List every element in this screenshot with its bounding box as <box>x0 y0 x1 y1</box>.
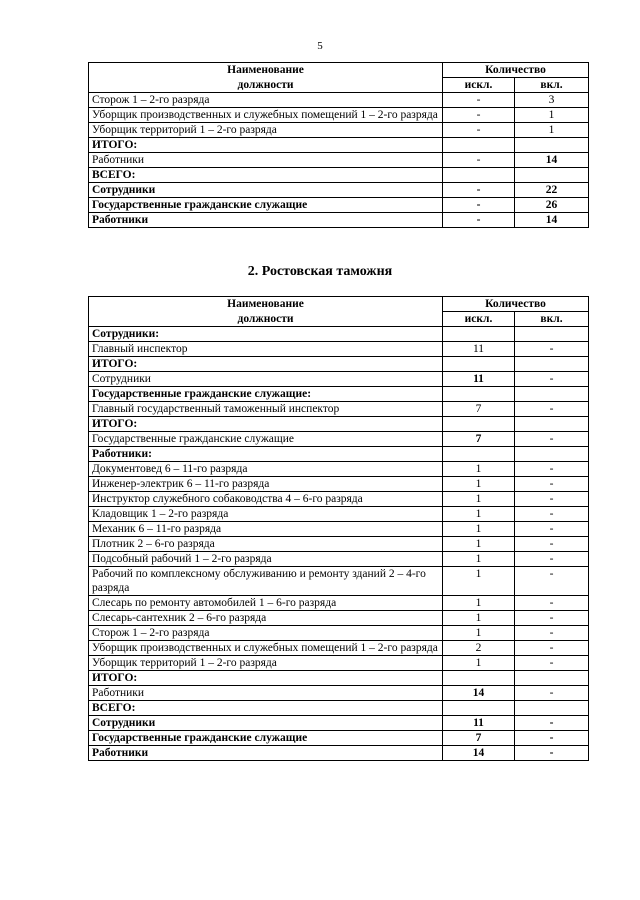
cell-name: Сотрудники <box>89 183 443 198</box>
table-row <box>89 327 589 342</box>
cell-excl: 7 <box>443 731 515 746</box>
table-row <box>89 213 589 228</box>
table-row <box>89 462 589 477</box>
cell-incl <box>515 417 589 432</box>
table-row <box>89 641 589 656</box>
cell-name: Работники <box>89 686 443 701</box>
cell-excl: 7 <box>443 402 515 417</box>
cell-name: Работники <box>89 746 443 761</box>
cell-incl <box>515 357 589 372</box>
cell-name: Подсобный рабочий 1 – 2-го разряда <box>89 552 443 567</box>
cell-name: Инструктор служебного собаководства 4 – 6-го разряда <box>89 492 443 507</box>
cell-name: ИТОГО: <box>89 417 443 432</box>
cell-incl: 3 <box>515 93 589 108</box>
table-row <box>89 522 589 537</box>
table-row <box>89 198 589 213</box>
cell-name: Рабочий по комплексному обслуживанию и ремонту зданий 2 – 4-го разряда <box>89 567 443 596</box>
cell-excl: 1 <box>443 626 515 641</box>
cell-incl: 1 <box>515 108 589 123</box>
cell-incl: - <box>515 492 589 507</box>
cell-excl: 14 <box>443 746 515 761</box>
cell-incl: 14 <box>515 213 589 228</box>
cell-name: Главный государственный таможенный инспектор <box>89 402 443 417</box>
cell-excl: 1 <box>443 656 515 671</box>
cell-excl: 11 <box>443 372 515 387</box>
table-row <box>89 746 589 761</box>
cell-name: Уборщик территорий 1 – 2-го разряда <box>89 656 443 671</box>
table-row <box>89 656 589 671</box>
header-excl: искл. <box>443 312 515 327</box>
cell-excl <box>443 138 515 153</box>
table-row <box>89 402 589 417</box>
cell-excl: 1 <box>443 567 515 596</box>
table-row <box>89 567 589 596</box>
header-excl: искл. <box>443 78 515 93</box>
cell-incl: - <box>515 552 589 567</box>
cell-name: Слесарь-сантехник 2 – 6-го разряда <box>89 611 443 626</box>
table-row <box>89 537 589 552</box>
table-row <box>89 342 589 357</box>
cell-incl: - <box>515 507 589 522</box>
cell-excl: - <box>443 183 515 198</box>
table-row <box>89 387 589 402</box>
cell-name: ВСЕГО: <box>89 701 443 716</box>
table-row <box>89 372 589 387</box>
cell-excl: 1 <box>443 492 515 507</box>
cell-excl: 1 <box>443 596 515 611</box>
cell-excl <box>443 701 515 716</box>
cell-name: Документовед 6 – 11-го разряда <box>89 462 443 477</box>
table-row <box>89 716 589 731</box>
cell-incl: - <box>515 432 589 447</box>
cell-name: Сторож 1 – 2-го разряда <box>89 626 443 641</box>
cell-excl: 14 <box>443 686 515 701</box>
cell-excl: 1 <box>443 522 515 537</box>
header-name-2: должности <box>89 78 443 93</box>
cell-name: Сторож 1 – 2-го разряда <box>89 93 443 108</box>
table-row <box>89 477 589 492</box>
table-row <box>89 168 589 183</box>
cell-name: Работники: <box>89 447 443 462</box>
table-row <box>89 357 589 372</box>
cell-excl: 11 <box>443 716 515 731</box>
cell-incl: - <box>515 611 589 626</box>
cell-incl: - <box>515 477 589 492</box>
cell-incl: 22 <box>515 183 589 198</box>
page-number: 5 <box>317 40 323 52</box>
cell-excl: - <box>443 198 515 213</box>
cell-name: Главный инспектор <box>89 342 443 357</box>
cell-name: Сотрудники <box>89 716 443 731</box>
table-row <box>89 123 589 138</box>
cell-incl <box>515 387 589 402</box>
table-row <box>89 153 589 168</box>
cell-name: ИТОГО: <box>89 357 443 372</box>
cell-excl: 1 <box>443 611 515 626</box>
header-name: Наименование <box>89 63 443 78</box>
cell-name: Механик 6 – 11-го разряда <box>89 522 443 537</box>
section-title: 2. Ростовская таможня <box>247 264 393 279</box>
table-row <box>89 596 589 611</box>
cell-name: Уборщик производственных и служебных помещений 1 – 2-го разряда <box>89 108 443 123</box>
table-row <box>89 611 589 626</box>
cell-name: Государственные гражданские служащие: <box>89 387 443 402</box>
cell-name: ИТОГО: <box>89 138 443 153</box>
cell-excl: - <box>443 123 515 138</box>
cell-excl: - <box>443 153 515 168</box>
table-row <box>89 108 589 123</box>
cell-excl <box>443 387 515 402</box>
cell-incl: - <box>515 567 589 596</box>
cell-excl <box>443 168 515 183</box>
cell-excl <box>443 417 515 432</box>
cell-incl: - <box>515 342 589 357</box>
cell-name: Государственные гражданские служащие <box>89 432 443 447</box>
cell-excl: 1 <box>443 552 515 567</box>
table-2-body <box>89 327 589 761</box>
header-name-2: должности <box>89 312 443 327</box>
cell-name: ВСЕГО: <box>89 168 443 183</box>
cell-incl: 14 <box>515 153 589 168</box>
cell-incl <box>515 168 589 183</box>
cell-name: Слесарь по ремонту автомобилей 1 – 6-го разряда <box>89 596 443 611</box>
cell-excl: 1 <box>443 462 515 477</box>
table-row <box>89 417 589 432</box>
cell-name: Сотрудники: <box>89 327 443 342</box>
header-name: Наименование <box>89 297 443 312</box>
cell-excl: 2 <box>443 641 515 656</box>
table-row <box>89 447 589 462</box>
cell-incl <box>515 138 589 153</box>
cell-incl: - <box>515 716 589 731</box>
header-incl: вкл. <box>515 78 589 93</box>
cell-name: Инженер-электрик 6 – 11-го разряда <box>89 477 443 492</box>
cell-name: Работники <box>89 153 443 168</box>
cell-incl: - <box>515 402 589 417</box>
cell-incl: - <box>515 462 589 477</box>
table-row <box>89 432 589 447</box>
cell-incl: 26 <box>515 198 589 213</box>
cell-incl: - <box>515 372 589 387</box>
cell-excl: 1 <box>443 537 515 552</box>
cell-name: Плотник 2 – 6-го разряда <box>89 537 443 552</box>
cell-incl: - <box>515 686 589 701</box>
cell-name: Кладовщик 1 – 2-го разряда <box>89 507 443 522</box>
cell-incl: - <box>515 522 589 537</box>
cell-incl <box>515 447 589 462</box>
cell-incl: - <box>515 537 589 552</box>
cell-excl <box>443 447 515 462</box>
cell-excl <box>443 671 515 686</box>
table-row <box>89 731 589 746</box>
table-row <box>89 183 589 198</box>
cell-incl: - <box>515 626 589 641</box>
cell-name: Уборщик территорий 1 – 2-го разряда <box>89 123 443 138</box>
cell-incl: - <box>515 596 589 611</box>
cell-excl: 1 <box>443 477 515 492</box>
header-quantity: Количество <box>443 63 589 78</box>
cell-incl: - <box>515 746 589 761</box>
cell-incl <box>515 327 589 342</box>
table-row <box>89 138 589 153</box>
table-row <box>89 492 589 507</box>
cell-excl: 1 <box>443 507 515 522</box>
table-row <box>89 507 589 522</box>
cell-incl: - <box>515 656 589 671</box>
staff-table-2 <box>88 296 589 761</box>
header-quantity: Количество <box>443 297 589 312</box>
cell-excl: - <box>443 93 515 108</box>
cell-excl: 11 <box>443 342 515 357</box>
cell-incl <box>515 701 589 716</box>
table-row <box>89 701 589 716</box>
header-incl: вкл. <box>515 312 589 327</box>
table-1-body <box>89 93 589 228</box>
cell-excl <box>443 327 515 342</box>
table-row <box>89 626 589 641</box>
cell-name: Уборщик производственных и служебных помещений 1 – 2-го разряда <box>89 641 443 656</box>
cell-excl: - <box>443 108 515 123</box>
cell-name: Сотрудники <box>89 372 443 387</box>
cell-incl: - <box>515 641 589 656</box>
cell-incl <box>515 671 589 686</box>
cell-incl: - <box>515 731 589 746</box>
cell-incl: 1 <box>515 123 589 138</box>
table-row <box>89 671 589 686</box>
cell-excl <box>443 357 515 372</box>
cell-excl: 7 <box>443 432 515 447</box>
table-row <box>89 93 589 108</box>
table-row <box>89 686 589 701</box>
staff-table-1 <box>88 62 589 228</box>
cell-name: Государственные гражданские служащие <box>89 198 443 213</box>
cell-excl: - <box>443 213 515 228</box>
cell-name: Работники <box>89 213 443 228</box>
table-row <box>89 552 589 567</box>
cell-name: ИТОГО: <box>89 671 443 686</box>
cell-name: Государственные гражданские служащие <box>89 731 443 746</box>
